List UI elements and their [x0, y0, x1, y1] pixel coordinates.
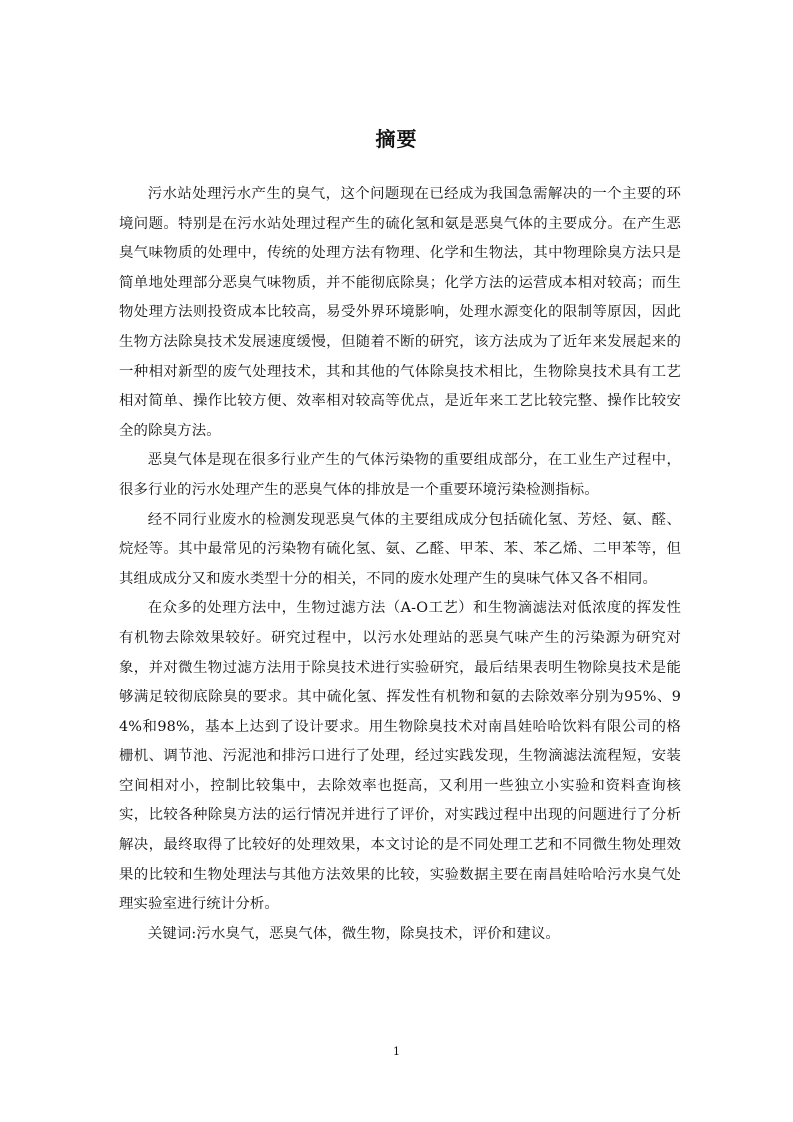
abstract-paragraph-3: 经不同行业废水的检测发现恶臭气体的主要组成成分包括硫化氢、芳烃、氨、醛、烷烃等。其中最常见的污染物有硫化氢、氨、乙醛、甲苯、苯、苯乙烯、二甲苯等，但其组成成分又和废水类型十分的相关，不同的废水处理产生的臭味气体又各不相同。 — [119, 511, 681, 587]
page-number: 1 — [393, 1045, 400, 1058]
abstract-body — [119, 180, 681, 949]
keywords-line: 关键词:污水臭气，恶臭气体，微生物，除臭技术，评价和建议。 — [147, 925, 560, 942]
abstract-paragraph-2: 恶臭气体是现在很多行业产生的气体污染物的重要组成部分，在工业生产过程中，很多行业的污水处理产生的恶臭气体的排放是一个重要环境污染检测指标。 — [119, 452, 681, 498]
abstract-paragraph-1: 污水站处理污水产生的臭气，这个问题现在已经成为我国急需解决的一个主要的环境问题。特别是在污水站处理过程产生的硫化氢和氨是恶臭气体的主要成分。在产生恶臭气味物质的处理中，传统的处理方法有物理、化学和生物法，其中物理除臭方法只是简单地处理部分恶臭气味物质，并不能彻底除臭；化学方法的运营成本相对较高；而生物处理方法则投资成本比较高，易受外界环境影响，处理水源变化的限制等原因，因此生物方法除臭技术发展速度缓慢，但随着不断的研究，该方法成为了近年来发展起来的一种相对新型的废气处理技术，其和其他的气体除臭技术相比，生物除臭技术具有工艺相对简单、操作比较方便、效率相对较高等优点，是近年来工艺比较完整、操作比较安全的除臭方法。 — [119, 186, 681, 439]
abstract-paragraph-4: 在众多的处理方法中，生物过滤方法（A-O工艺）和生物滴滤法对低浓度的挥发性有机物去除效果较好。研究过程中，以污水处理站的恶臭气味产生的污染源为研究对象，并对微生物过滤方法用于除臭技术进行实验研究，最后结果表明生物除臭技术是能够满足较彻底除臭的要求。其中硫化氢、挥发性有机物和氨的去除效率分别为95%、94%和98%，基本上达到了设计要求。用生物除臭技术对南昌娃哈哈饮料有限公司的格栅机、调节池、污泥池和排污口进行了处理，经过实践发现，生物滴滤法流程短，安装空间相对小，控制比较集中，去除效率也挺高，又利用一些独立小实验和资料查询核实，比较各种除臭方法的运行情况并进行了评价，对实践过程中出现的问题进行了分析解决，最终取得了比较好的处理效果，本文讨论的是不同处理工艺和不同微生物处理效果的比较和生物处理法与其他方法效果的比较，实验数据主要在南昌娃哈哈污水臭气处理实验室进行统计分析。 — [119, 600, 681, 913]
page-title: 摘要 — [375, 127, 418, 151]
